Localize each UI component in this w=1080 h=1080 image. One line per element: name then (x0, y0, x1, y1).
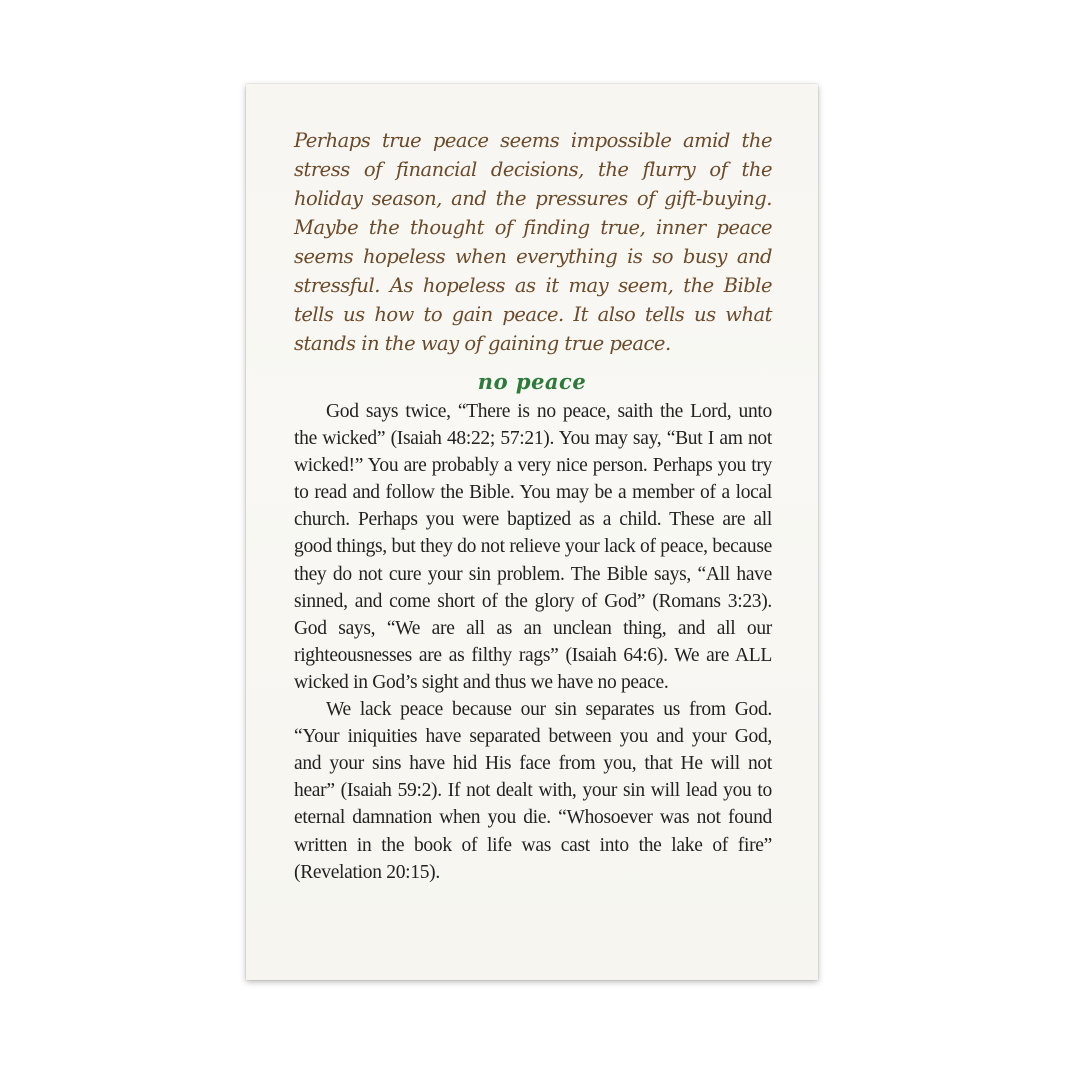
body-paragraph-2: We lack peace because our sin separates us from God. “Your iniquities have separated between you and your God, and your sins have hid His face from you, that He will not hear” (Isaiah 59:2). If not dealt with, your sin will lead you to eternal damnation when you die. “Whosoever was not found written in the book of life was cast into the lake of fire” (Revelation 20:15). (294, 699, 772, 883)
tract-card (246, 84, 818, 980)
section-heading: no peace (477, 369, 587, 394)
body-paragraph-1: God says twice, “There is no peace, saith the Lord, unto the wicked” (Isaiah 48:22; 57:21). You may say, “But I am not wicked!” You are probably a very nice person. Perhaps you try to read and follow the Bible. You may be a member of a local church. Perhaps you were baptized as a child. These are all good things, but they do not relieve your lack of peace, because they do not cure your sin problem. The Bible says, “All have sinned, and come short of the glory of God” (Romans 3:23). God says, “We are all as an unclean thing, and all our righteousnesses are as filthy rags” (Isaiah 64:6). We are ALL wicked in God’s sight and thus we have no peace. (294, 401, 772, 693)
intro-paragraph: Perhaps true peace seems impossible amid the stress of financial decisions, the flurry of the holiday season, and the pressures of gift-buying. Maybe the thought of finding true, inner peace seems hopeless when everything is so busy and stressful. As hopeless as it may seem, the Bible tells us how to gain peace. It also tells us what stands in the way of gaining true peace. (294, 129, 772, 355)
body-text (294, 398, 772, 886)
